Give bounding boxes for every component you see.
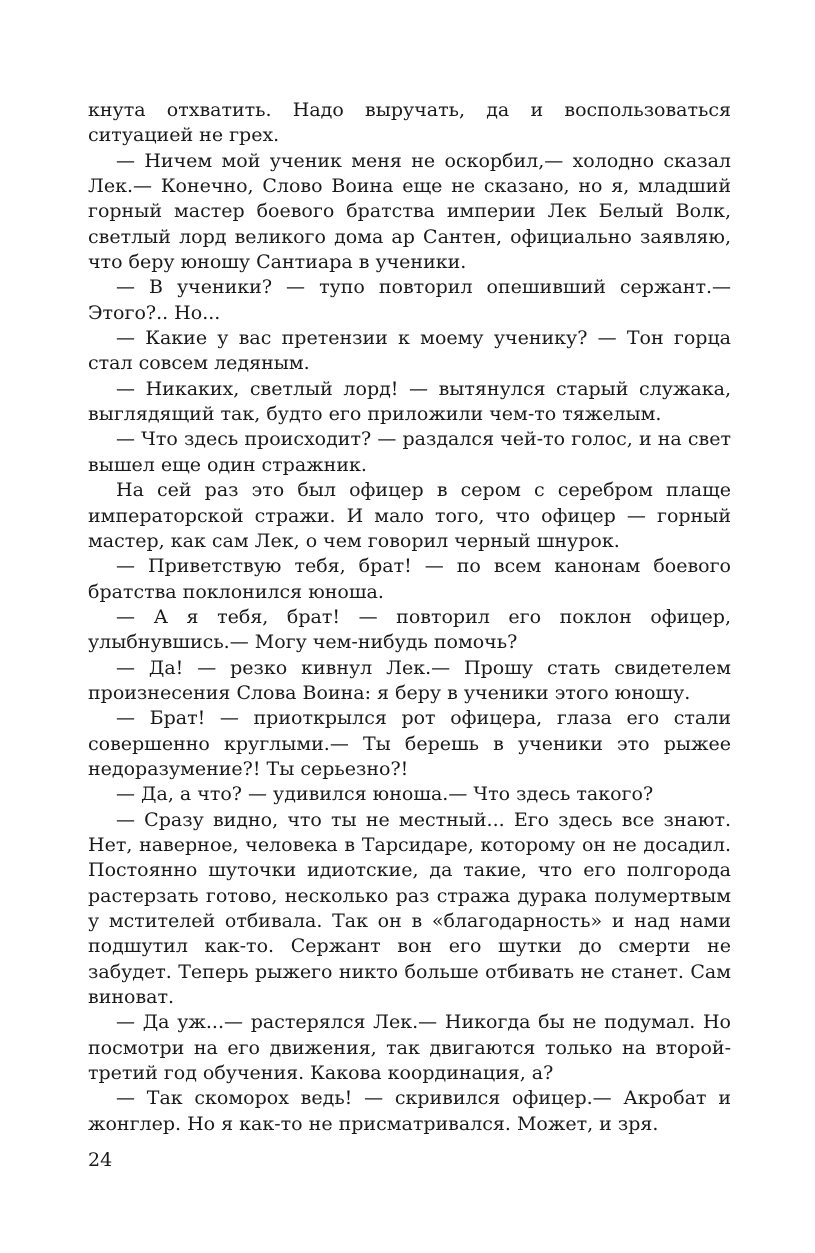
paragraph: — Никаких, светлый лорд! — вытянулся старый служака, выглядящий так, будто его приложили чем-то тяжелым. bbox=[88, 377, 731, 426]
paragraph: — Брат! — приоткрылся рот офицера, глаза его стали совершенно круглыми.— Ты берешь в ученики это рыжее недоразумение?! Ты серьезно?! bbox=[88, 707, 731, 780]
paragraph: — Так скоморох ведь! — скривился офицер.— Акробат и жонглер. Но я как-то не присматривался. Может, и зря. bbox=[88, 1087, 731, 1135]
paragraph: кнута отхватить. Надо выручать, да и воспользоваться ситуацией не грех. bbox=[88, 99, 731, 147]
paragraph: — Какие у вас претензии к моему ученику? — Тон горца стал совсем ледяным. bbox=[88, 327, 731, 375]
paragraph: — Приветствую тебя, брат! — по всем канонам боевого братства поклонился юноша. bbox=[88, 555, 731, 603]
paragraph: — Ничем мой ученик меня не оскорбил,— холодно сказал Лек.— Конечно, Слово Воина еще не сказано, но я, младший горный мастер боевого братства империи Лек Белый Волк, светлый лорд великого дома ар Сантен, официально заявляю, что беру юношу Сантиара в ученики. bbox=[88, 149, 731, 274]
paragraph: — А я тебя, брат! — повторил его поклон офицер, улыбнувшись.— Могу чем-нибудь помочь? bbox=[88, 605, 731, 654]
paragraph: — Что здесь происходит? — раздался чей-то голос, и на свет вышел еще один стражник. bbox=[88, 428, 731, 476]
document-page bbox=[88, 98, 731, 1137]
paragraph: — В ученики? — тупо повторил опешивший сержант.— Этого?.. Но... bbox=[88, 276, 731, 324]
paragraph: На сей раз это был офицер в сером с серебром плаще императорской стражи. И мало того, что офицер — горный мастер, как сам Лек, о чем говорил черный шнурок. bbox=[88, 479, 731, 552]
page-number: 24 bbox=[88, 1149, 113, 1171]
paragraph: — Да, а что? — удивился юноша.— Что здесь такого? bbox=[116, 783, 654, 806]
paragraph: — Да! — резко кивнул Лек.— Прошу стать свидетелем произнесения Слова Воина: я беру в ученики этого юношу. bbox=[88, 656, 731, 704]
paragraph: — Да уж...— растерялся Лек.— Никогда бы не подумал. Но посмотри на его движения, так двигаются только на второй-третий год обучения. Какова координация, а? bbox=[88, 1011, 731, 1085]
paragraph: — Сразу видно, что ты не местный... Его здесь все знают. Нет, наверное, человека в Тарсидаре, которому он не досадил. Постоянно шуточки идиотские, да такие, что его полгорода растерзать готово, несколько раз стража дурака полумертвым у мстителей отбивала. Так он в «благодарность» и над нами подшутил как-то. Сержант вон его шутки до смерти не забудет. Теперь рыжего никто больше отбивать не станет. Сам виноват. bbox=[88, 808, 731, 1009]
